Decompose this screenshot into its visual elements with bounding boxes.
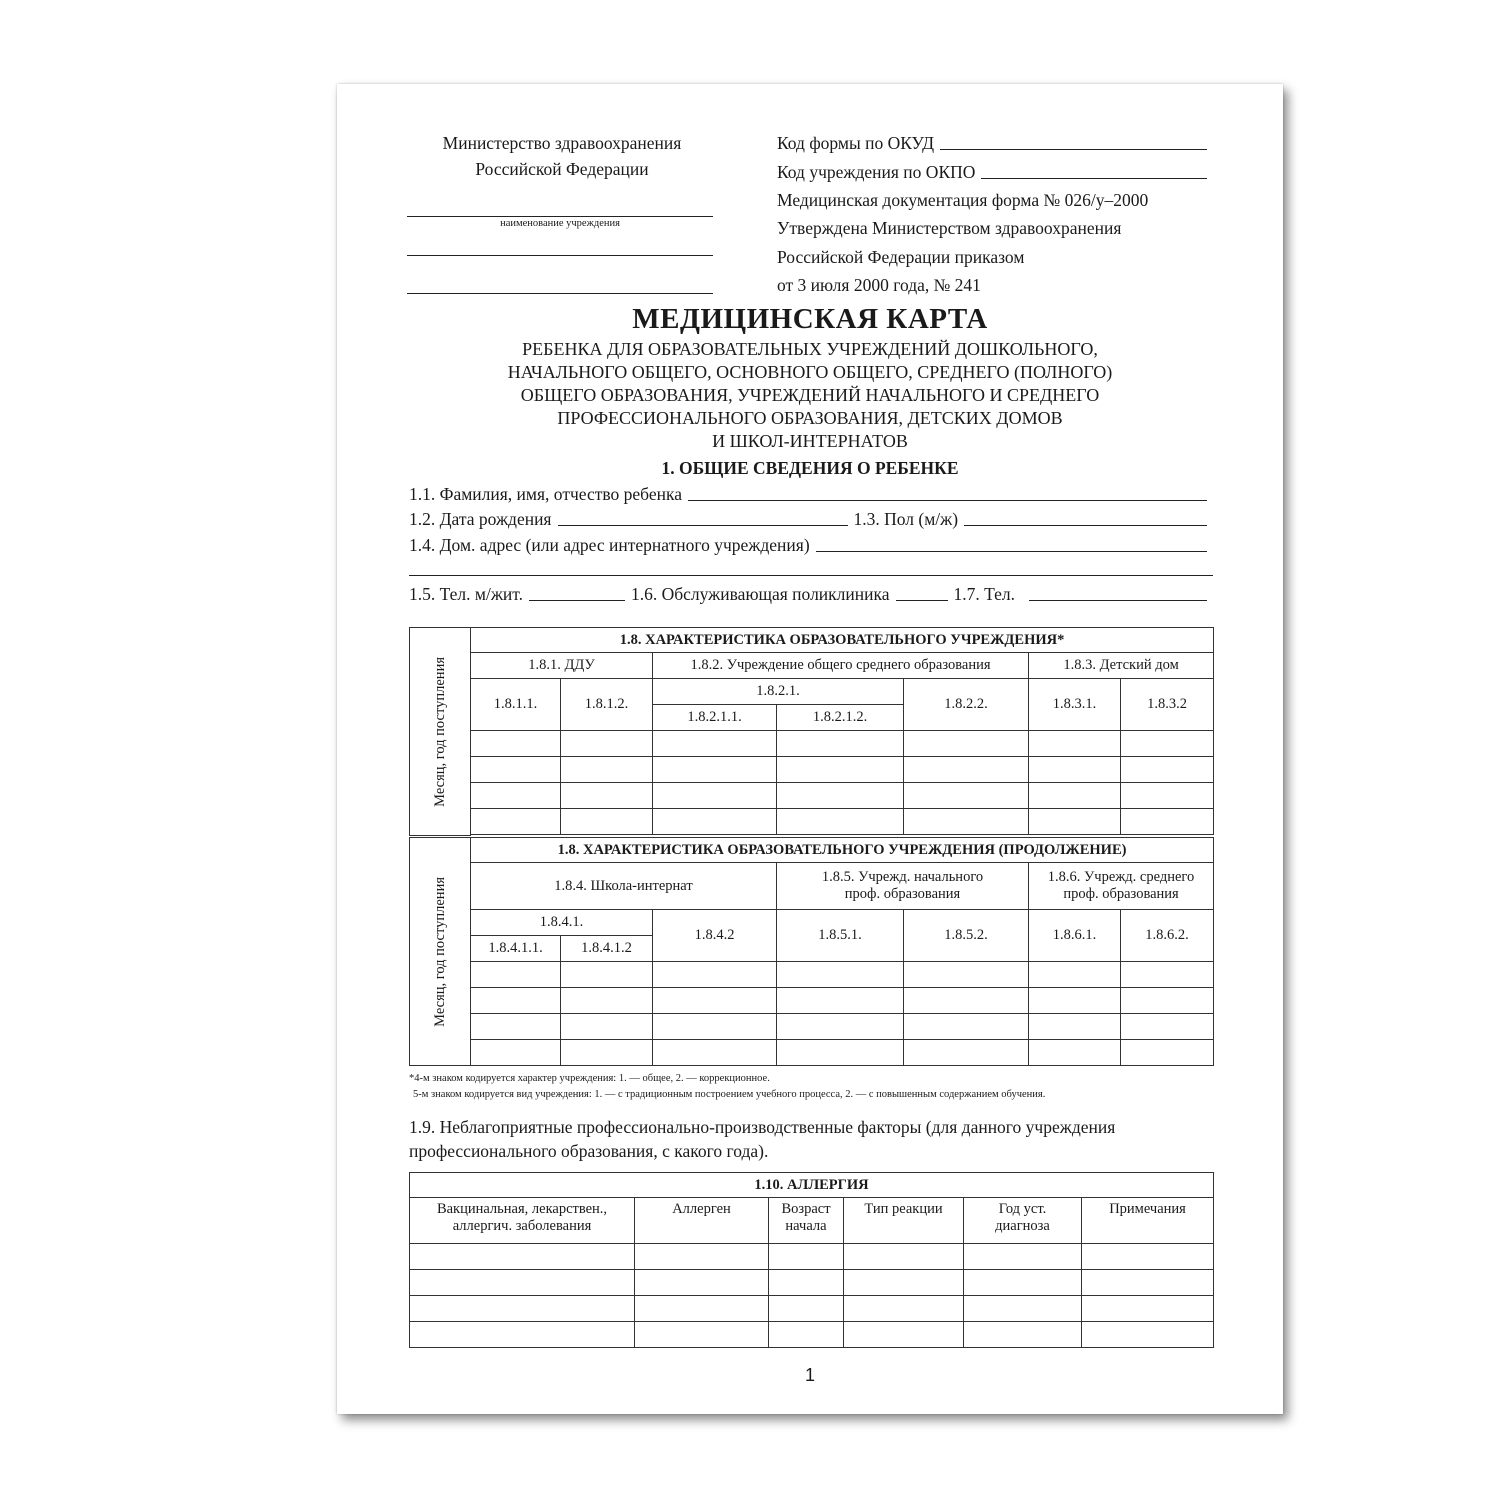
address-field-2[interactable] [409, 575, 1213, 576]
sex-label: 1.3. Пол (м/ж) [853, 509, 959, 529]
subtitle-line: ОБЩЕГО ОБРАЗОВАНИЯ, УЧРЕЖДЕНИЙ НАЧАЛЬНОГО И СРЕДНЕГО [520, 385, 1100, 405]
table-row [410, 1296, 1214, 1322]
group-183-header: 1.8.3. Детский дом [1029, 653, 1214, 679]
okpo-label: Код учреждения по ОКПО [777, 162, 976, 182]
section-19-line-2: профессионального образования, с какого года). [409, 1141, 769, 1161]
ministry-line-2: Российской Федерации [475, 159, 649, 179]
table-row [410, 1040, 1214, 1066]
approved-line-1: Утверждена Министерством здравоохранения [777, 218, 1122, 238]
page-number: 1 [804, 1365, 815, 1385]
institution-line-2[interactable] [407, 255, 713, 256]
okpo-row [777, 161, 1213, 183]
address-label: 1.4. Дом. адрес (или адрес интернатного учреждения) [409, 535, 810, 555]
education-table-a [409, 627, 1214, 836]
col-1862-header: 1.8.6.2. [1121, 910, 1214, 962]
row-1-2 [409, 508, 1213, 530]
approved-line-3: от 3 июля 2000 года, № 241 [777, 275, 981, 295]
approved-line-2: Российской Федерации приказом [777, 247, 1025, 267]
table-b-heading: 1.8. ХАРАКТЕРИСТИКА ОБРАЗОВАТЕЛЬНОГО УЧРЕЖДЕНИЯ (ПРОДОЛЖЕНИЕ) [471, 838, 1214, 863]
col-1822-header: 1.8.2.2. [904, 679, 1029, 731]
table-row [410, 962, 1214, 988]
allergy-table [409, 1172, 1214, 1348]
group-185-header: 1.8.5. Учрежд. начального проф. образования [777, 863, 1029, 910]
allergy-col-reaction-type: Тип реакции [844, 1198, 964, 1244]
col-1811-header: 1.8.1.1. [471, 679, 561, 731]
subtitle-line: НАЧАЛЬНОГО ОБЩЕГО, ОСНОВНОГО ОБЩЕГО, СРЕДНЕГО (ПОЛНОГО) [507, 362, 1113, 382]
sex-field[interactable] [964, 525, 1207, 526]
footnote-1: *4-м знаком кодируется характер учреждения: 1. — общее, 2. — коррекционное. [409, 1073, 770, 1084]
section-1-heading: 1. ОБЩИЕ СВЕДЕНИЯ О РЕБЕНКЕ [661, 458, 959, 478]
allergy-col-onset-age: Возраст начала [769, 1198, 844, 1244]
table-row [410, 1322, 1214, 1348]
col-1831-header: 1.8.3.1. [1029, 679, 1121, 731]
phone-2-field[interactable] [1029, 600, 1207, 601]
child-name-label: 1.1. Фамилия, имя, отчество ребенка [409, 484, 682, 504]
col-1841-header: 1.8.4.1. [471, 910, 653, 936]
institution-line-3[interactable] [407, 293, 713, 294]
col-1812-header: 1.8.1.2. [561, 679, 653, 731]
okud-field[interactable] [940, 149, 1207, 150]
allergy-col-allergen: Аллерген [635, 1198, 769, 1244]
footnote-2: 5-м знаком кодируется вид учреждения: 1. — с традиционным построением учебного процесса, 2. — с повышенным содержанием обучения. [413, 1089, 1046, 1100]
table-row [410, 783, 1214, 809]
subtitle-block [337, 338, 1283, 453]
phone-label: 1.5. Тел. м/жит. [409, 584, 523, 604]
allergy-heading: 1.10. АЛЛЕРГИЯ [410, 1173, 1214, 1198]
row-1-4 [409, 534, 1213, 556]
clinic-field[interactable] [896, 600, 948, 601]
subtitle-line: И ШКОЛ-ИНТЕРНАТОВ [712, 431, 908, 451]
birth-date-field[interactable] [558, 525, 848, 526]
col-1852-header: 1.8.5.2. [904, 910, 1029, 962]
col-1821-header: 1.8.2.1. [653, 679, 904, 705]
col-1851-header: 1.8.5.1. [777, 910, 904, 962]
institution-caption: наименование учреждения [500, 218, 620, 229]
col-1832-header: 1.8.3.2 [1121, 679, 1214, 731]
okud-row [777, 132, 1213, 154]
education-table-b [409, 837, 1214, 1066]
table-a-heading: 1.8. ХАРАКТЕРИСТИКА ОБРАЗОВАТЕЛЬНОГО УЧРЕЖДЕНИЯ* [471, 628, 1214, 653]
form-number: Медицинская документация форма № 026/у–2000 [777, 190, 1149, 210]
phone-field[interactable] [529, 600, 625, 601]
col-18211-header: 1.8.2.1.1. [653, 705, 777, 731]
child-name-field[interactable] [688, 500, 1207, 501]
admission-date-header-b: Месяц, год поступления [410, 838, 471, 1066]
address-field[interactable] [816, 551, 1207, 552]
birth-date-label: 1.2. Дата рождения [409, 509, 552, 529]
okud-label: Код формы по ОКУД [777, 133, 935, 153]
table-row [410, 757, 1214, 783]
table-row [410, 731, 1214, 757]
col-18212-header: 1.8.2.1.2. [777, 705, 904, 731]
ministry-line-1: Министерство здравоохранения [442, 133, 682, 153]
col-1861-header: 1.8.6.1. [1029, 910, 1121, 962]
form-sheet [337, 84, 1283, 1414]
col-18412-header: 1.8.4.1.2 [561, 936, 653, 962]
group-182-header: 1.8.2. Учреждение общего среднего образования [653, 653, 1029, 679]
allergy-col-notes: Примечания [1082, 1198, 1214, 1244]
row-1-1 [409, 483, 1213, 505]
group-181-header: 1.8.1. ДДУ [471, 653, 653, 679]
allergy-col-diagnosis-year: Год уст. диагноза [964, 1198, 1082, 1244]
table-row [410, 1014, 1214, 1040]
group-184-header: 1.8.4. Школа-интернат [471, 863, 777, 910]
row-1-5 [409, 583, 1213, 605]
table-row [410, 1244, 1214, 1270]
page-title: МЕДИЦИНСКАЯ КАРТА [632, 303, 988, 335]
section-19-line-1: 1.9. Неблагоприятные профессионально-производственные факторы (для данного учреждения [409, 1117, 1116, 1137]
table-row [410, 1270, 1214, 1296]
group-186-header: 1.8.6. Учрежд. среднего проф. образования [1029, 863, 1214, 910]
col-18411-header: 1.8.4.1.1. [471, 936, 561, 962]
subtitle-line: ПРОФЕССИОНАЛЬНОГО ОБРАЗОВАНИЯ, ДЕТСКИХ ДОМОВ [557, 408, 1063, 428]
allergy-col-disease: Вакцинальная, лекарствен., аллергич. заболевания [410, 1198, 635, 1244]
table-row [410, 809, 1214, 835]
admission-date-header-a: Месяц, год поступления [410, 628, 471, 836]
okpo-field[interactable] [981, 178, 1207, 179]
col-1842-header: 1.8.4.2 [653, 910, 777, 962]
subtitle-line: РЕБЕНКА ДЛЯ ОБРАЗОВАТЕЛЬНЫХ УЧРЕЖДЕНИЙ ДОШКОЛЬНОГО, [522, 339, 1098, 359]
clinic-label: 1.6. Обслуживающая поликлиника [631, 584, 890, 604]
phone-2-label: 1.7. Тел. [953, 584, 1016, 604]
table-row [410, 988, 1214, 1014]
